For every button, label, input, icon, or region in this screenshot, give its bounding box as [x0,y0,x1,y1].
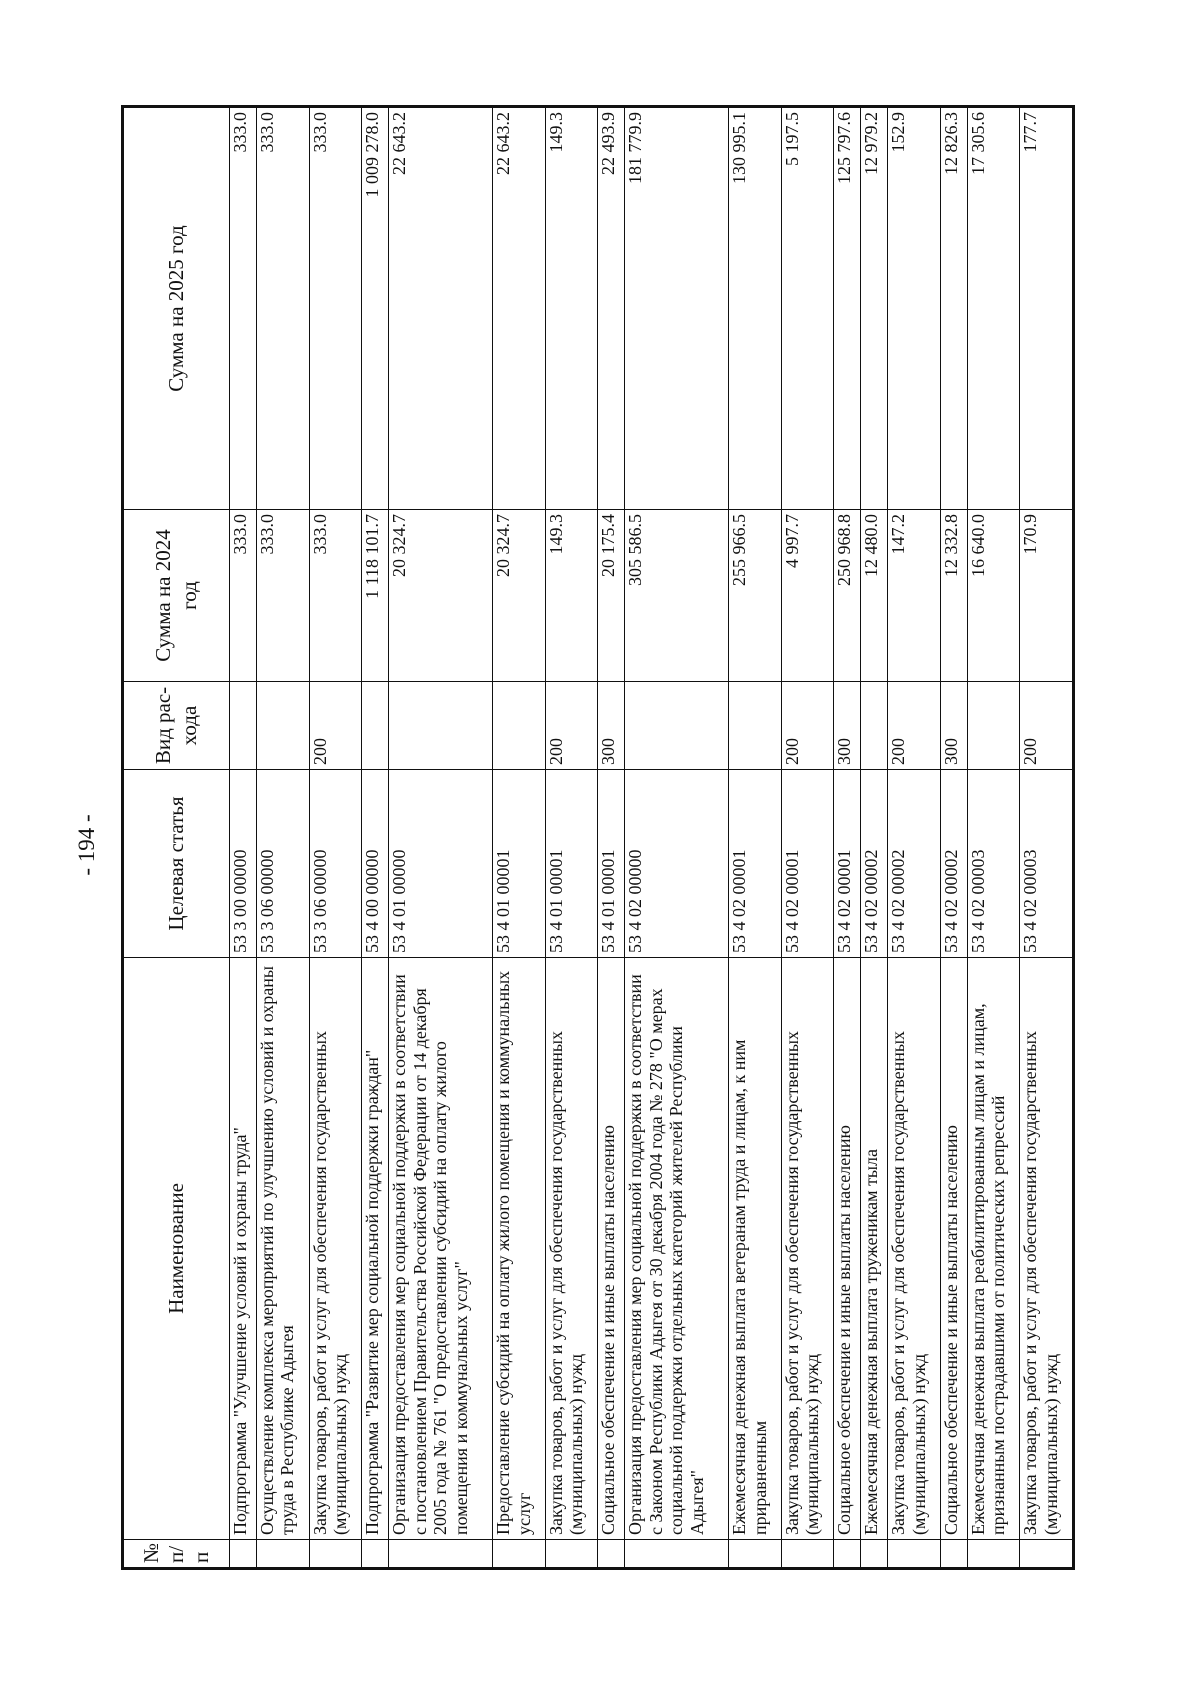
cell-no [230,1540,257,1568]
table-header-row [124,108,230,1568]
table-row [598,108,625,1568]
table-row [888,108,941,1568]
header-name: Наименование [124,958,230,1540]
cell-sum-2025: 17 305.6 [967,108,1020,510]
table-row [545,108,598,1568]
cell-no [967,1540,1020,1568]
header-target-article: Целевая статья [124,770,230,958]
cell-expense-type [861,682,888,770]
cell-expense-type: 200 [888,682,941,770]
cell-sum-2024: 20 175.4 [598,510,625,682]
table-row [940,108,967,1568]
cell-name: Закупка товаров, работ и услуг для обеспечения государственных (муниципальных) нужд [1020,958,1073,1540]
cell-no [309,1540,362,1568]
cell-expense-type [362,682,389,770]
cell-expense-type [967,682,1020,770]
cell-no [940,1540,967,1568]
cell-no [598,1540,625,1568]
cell-target-article: 53 4 02 00002 [888,770,941,958]
budget-table [123,107,1073,1568]
cell-expense-type [256,682,309,770]
cell-name: Закупка товаров, работ и услуг для обеспечения государственных (муниципальных) нужд [545,958,598,1540]
cell-sum-2024: 4 997.7 [781,510,834,682]
cell-target-article: 53 3 00 00000 [230,770,257,958]
header-sum-2024: Сумма на 2024 год [124,510,230,682]
cell-sum-2024: 333.0 [309,510,362,682]
header-sum-2025: Сумма на 2025 год [124,108,230,510]
cell-sum-2024: 170.9 [1020,510,1073,682]
cell-target-article: 53 4 02 00000 [625,770,729,958]
cell-sum-2024: 333.0 [230,510,257,682]
cell-name: Закупка товаров, работ и услуг для обеспечения государственных (муниципальных) нужд [888,958,941,1540]
cell-sum-2025: 1 009 278.0 [362,108,389,510]
cell-sum-2025: 22 493.9 [598,108,625,510]
cell-target-article: 53 4 01 00001 [545,770,598,958]
cell-sum-2025: 152.9 [888,108,941,510]
cell-name: Осуществление комплекса мероприятий по улучшению условий и охраны труда в Республике Адыгея [256,958,309,1540]
cell-name: Организация предоставления мер социальной поддержки в соответствии с постановлением Правительства Российской Федерации от 14 декабря 2005 года № 761 "О предоставлении субсидий на оплату жилого помещения и коммунальных услуг" [389,958,493,1540]
cell-expense-type: 200 [545,682,598,770]
cell-target-article: 53 4 02 00001 [834,770,861,958]
page-number: - 194 - [74,814,99,876]
cell-name: Подпрограмма "Улучшение условий и охраны труда" [230,958,257,1540]
cell-expense-type: 200 [1020,682,1073,770]
cell-sum-2025: 333.0 [309,108,362,510]
cell-no [781,1540,834,1568]
cell-no [1020,1540,1073,1568]
cell-name: Предоставление субсидий на оплату жилого помещения и коммунальных услуг [492,958,545,1540]
cell-sum-2025: 177.7 [1020,108,1073,510]
cell-sum-2024: 305 586.5 [625,510,729,682]
cell-sum-2025: 125 797.6 [834,108,861,510]
table-row [781,108,834,1568]
cell-sum-2025: 12 826.3 [940,108,967,510]
table-row [625,108,729,1568]
cell-expense-type: 200 [309,682,362,770]
cell-sum-2024: 1 118 101.7 [362,510,389,682]
cell-no [492,1540,545,1568]
cell-no [256,1540,309,1568]
cell-sum-2024: 16 640.0 [967,510,1020,682]
cell-sum-2024: 20 324.7 [492,510,545,682]
cell-sum-2025: 12 979.2 [861,108,888,510]
table-row [861,108,888,1568]
cell-name: Закупка товаров, работ и услуг для обеспечения государственных (муниципальных) нужд [781,958,834,1540]
cell-target-article: 53 4 02 00003 [967,770,1020,958]
cell-no [888,1540,941,1568]
table-row [834,108,861,1568]
cell-expense-type: 300 [940,682,967,770]
cell-target-article: 53 3 06 00000 [256,770,309,958]
cell-sum-2025: 333.0 [230,108,257,510]
cell-name: Ежемесячная денежная выплата реабилитированным лицам и лицам, признанным пострадавшими от политических репрессий [967,958,1020,1540]
cell-sum-2024: 255 966.5 [729,510,782,682]
table-row [309,108,362,1568]
cell-no [729,1540,782,1568]
table-row [256,108,309,1568]
cell-sum-2025: 149.3 [545,108,598,510]
cell-sum-2024: 333.0 [256,510,309,682]
cell-name: Социальное обеспечение и иные выплаты населению [940,958,967,1540]
cell-sum-2024: 250 968.8 [834,510,861,682]
cell-target-article: 53 4 02 00002 [940,770,967,958]
cell-target-article: 53 4 02 00001 [729,770,782,958]
cell-sum-2024: 12 332.8 [940,510,967,682]
table-row [1020,108,1073,1568]
cell-target-article: 53 4 00 00000 [362,770,389,958]
cell-no [625,1540,729,1568]
cell-name: Организация предоставления мер социальной поддержки в соответствии с Законом Республики Адыгея от 30 декабря 2004 года № 278 "О мерах социальной поддержки отдельных категорий жителей Республики Адыгея" [625,958,729,1540]
cell-name: Социальное обеспечение и иные выплаты населению [598,958,625,1540]
cell-sum-2025: 22 643.2 [492,108,545,510]
cell-target-article: 53 4 01 00001 [598,770,625,958]
cell-no [545,1540,598,1568]
rotated-table-wrapper [123,108,1073,1568]
cell-target-article: 53 4 02 00003 [1020,770,1073,958]
cell-sum-2024: 149.3 [545,510,598,682]
table-row [230,108,257,1568]
cell-name: Закупка товаров, работ и услуг для обеспечения государственных (муниципальных) нужд [309,958,362,1540]
cell-target-article: 53 3 06 00000 [309,770,362,958]
cell-sum-2024: 20 324.7 [389,510,493,682]
cell-no [362,1540,389,1568]
cell-expense-type [230,682,257,770]
cell-target-article: 53 4 02 00001 [781,770,834,958]
cell-sum-2025: 181 779.9 [625,108,729,510]
table-row [729,108,782,1568]
table-row [362,108,389,1568]
cell-expense-type [729,682,782,770]
cell-expense-type: 300 [598,682,625,770]
cell-name: Ежемесячная денежная выплата ветеранам труда и лицам, к ним приравненным [729,958,782,1540]
table-row [492,108,545,1568]
cell-sum-2024: 12 480.0 [861,510,888,682]
table-row [389,108,493,1568]
cell-expense-type: 200 [781,682,834,770]
cell-expense-type [389,682,493,770]
cell-target-article: 53 4 01 00001 [492,770,545,958]
cell-no [834,1540,861,1568]
cell-target-article: 53 4 02 00002 [861,770,888,958]
cell-name: Подпрограмма "Развитие мер социальной поддержки граждан" [362,958,389,1540]
cell-sum-2025: 130 995.1 [729,108,782,510]
cell-expense-type: 300 [834,682,861,770]
cell-sum-2024: 147.2 [888,510,941,682]
cell-target-article: 53 4 01 00000 [389,770,493,958]
cell-no [861,1540,888,1568]
table-body [230,108,1073,1568]
table-row [967,108,1020,1568]
header-no: № п/п [124,1540,230,1568]
cell-expense-type [492,682,545,770]
cell-sum-2025: 5 197.5 [781,108,834,510]
cell-name: Социальное обеспечение и иные выплаты населению [834,958,861,1540]
header-expense-type: Вид рас-хода [124,682,230,770]
cell-name: Ежемесячная денежная выплата труженикам тыла [861,958,888,1540]
cell-sum-2025: 333.0 [256,108,309,510]
cell-expense-type [625,682,729,770]
cell-no [389,1540,493,1568]
cell-sum-2025: 22 643.2 [389,108,493,510]
